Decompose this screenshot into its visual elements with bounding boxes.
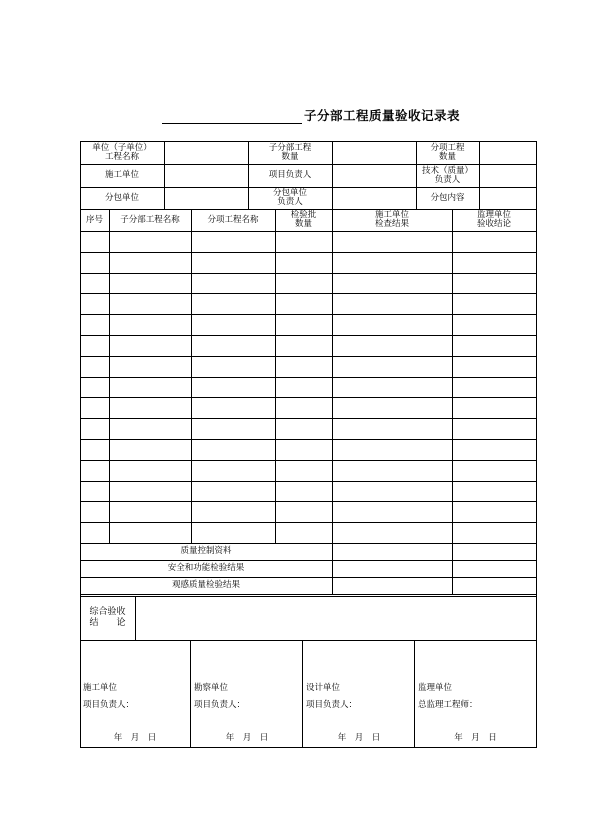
table-cell[interactable] [332,314,452,335]
signature-date: 年 月 日 [454,732,497,743]
table-cell[interactable] [332,439,452,460]
grid-line [332,543,333,595]
signature-unit: 施工单位 [83,682,118,693]
table-cell[interactable] [332,501,452,522]
overall-conclusion-field[interactable] [135,596,536,640]
table-cell[interactable] [275,522,332,543]
signature-date: 年 月 日 [225,732,269,743]
table-cell[interactable] [191,439,275,460]
grid-line [80,377,537,378]
table-cell[interactable] [452,293,536,314]
table-cell[interactable] [275,293,332,314]
table-cell[interactable] [109,439,191,460]
table-cell[interactable] [80,231,109,252]
table-cell[interactable] [452,335,536,356]
table-cell[interactable] [275,501,332,522]
table-cell[interactable] [191,377,275,398]
table-cell[interactable] [275,335,332,356]
table-cell[interactable] [191,231,275,252]
table-cell[interactable] [332,418,452,439]
table-cell[interactable] [109,460,191,481]
table-cell[interactable] [332,252,452,273]
table-cell[interactable] [332,522,452,543]
table-cell[interactable] [109,356,191,377]
grid-line [479,141,480,210]
table-cell[interactable] [275,231,332,252]
item-count-field[interactable] [479,141,536,164]
table-cell[interactable] [452,397,536,418]
table-cell[interactable] [332,293,452,314]
table-cell[interactable] [80,501,109,522]
summary-safety-function-conclusion[interactable] [452,560,536,577]
summary-appearance: 观感质量检验结果 [171,580,240,590]
grid-line [80,747,537,748]
grid-line [80,141,537,142]
grid-line [80,522,537,523]
signature-unit: 设计单位 [306,682,341,693]
table-cell[interactable] [275,356,332,377]
grid-line [164,141,165,210]
signature-unit: 勘察单位 [194,682,229,693]
grid-line [80,577,537,578]
table-cell[interactable] [80,439,109,460]
table-cell[interactable] [109,273,191,294]
table-cell[interactable] [452,377,536,398]
table-cell[interactable] [191,481,275,502]
summary-quality-control-result[interactable] [332,543,452,560]
grid-line [80,439,537,440]
table-cell[interactable] [275,273,332,294]
signature-role: 项目负责人： [83,699,135,710]
col-header-supervision-conclusion: 监理单位 验收结论 [476,210,511,229]
table-cell[interactable] [109,481,191,502]
table-cell[interactable] [191,460,275,481]
table-cell[interactable] [80,418,109,439]
grid-line [80,356,537,357]
grid-line [80,460,537,461]
signature-role: 项目负责人： [194,699,246,710]
project-manager-label: 项目负责人 [268,170,312,180]
signature-date: 年 月 日 [337,732,381,743]
summary-quality-control: 质量控制资料 [180,546,232,556]
grid-line [80,418,537,419]
table-cell[interactable] [275,418,332,439]
grid-line [135,596,136,641]
table-cell[interactable] [275,252,332,273]
signature-date: 年 月 日 [113,732,157,743]
item-count-label: 分项工程 数量 [430,142,465,162]
grid-line [80,231,537,232]
table-cell[interactable] [191,418,275,439]
subcontract-content-field[interactable] [479,187,536,209]
grid-line [536,141,537,748]
table-cell[interactable] [332,273,452,294]
grid-line [80,397,537,398]
table-cell[interactable] [109,377,191,398]
grid-line [80,543,537,544]
summary-appearance-result[interactable] [332,577,452,594]
table-cell[interactable] [275,397,332,418]
title-text: 子分部工程质量验收记录表 [304,108,461,123]
grid-line [190,640,191,748]
summary-safety-function-result[interactable] [332,560,452,577]
table-cell[interactable] [80,377,109,398]
table-cell[interactable] [80,397,109,418]
grid-line [80,187,537,188]
subcontract-manager-label: 分包单位 负责人 [272,188,307,207]
grid-line [80,273,537,274]
construction-unit-label: 施工单位 [104,170,139,180]
signature-unit: 监理单位 [418,682,453,693]
table-cell[interactable] [109,397,191,418]
table-cell[interactable] [80,522,109,543]
col-header-batch-count: 检验批 数量 [290,210,317,229]
summary-quality-control-conclusion[interactable] [452,543,536,560]
table-cell[interactable] [332,377,452,398]
table-cell[interactable] [332,356,452,377]
table-cell[interactable] [332,231,452,252]
table-cell[interactable] [275,481,332,502]
col-header-seq: 序号 [85,214,103,225]
table-cell[interactable] [452,273,536,294]
grid-line [414,640,415,748]
table-cell[interactable] [452,231,536,252]
table-cell[interactable] [191,335,275,356]
summary-appearance-conclusion[interactable] [452,577,536,594]
table-cell[interactable] [191,501,275,522]
table-cell[interactable] [80,252,109,273]
signature-role: 总监理工程师： [418,699,478,710]
table-cell[interactable] [452,481,536,502]
grid-line [80,481,537,482]
table-cell[interactable] [191,356,275,377]
project-manager-field[interactable] [332,164,416,187]
grid-line [80,164,537,165]
inspection-record-table [80,141,536,748]
table-cell[interactable] [275,460,332,481]
table-cell[interactable] [109,335,191,356]
grid-line [80,640,537,641]
table-cell[interactable] [332,397,452,418]
grid-line [302,640,303,748]
grid-line [80,596,537,597]
grid-line [80,141,81,748]
grid-line [80,501,537,502]
grid-line [80,209,537,210]
table-cell[interactable] [80,356,109,377]
title-blank-line[interactable] [162,109,302,124]
table-cell[interactable] [109,231,191,252]
tech-manager-field[interactable] [479,164,536,187]
table-cell[interactable] [275,439,332,460]
grid-line [452,543,453,595]
table-cell[interactable] [109,252,191,273]
unit-name-label: 单位（子单位） 工程名称 [92,142,152,162]
table-cell[interactable] [109,522,191,543]
table-cell[interactable] [452,501,536,522]
table-cell[interactable] [191,314,275,335]
table-cell[interactable] [275,314,332,335]
table-cell[interactable] [452,460,536,481]
grid-line [80,252,537,253]
grid-line [80,335,537,336]
unit-name-field[interactable] [164,141,248,164]
table-cell[interactable] [80,460,109,481]
subsection-count-field[interactable] [332,141,416,164]
table-cell[interactable] [191,252,275,273]
grid-line [80,293,537,294]
table-cell[interactable] [332,335,452,356]
col-header-item-name: 分项工程名称 [207,214,259,225]
grid-line [416,141,417,210]
table-cell[interactable] [452,252,536,273]
table-cell[interactable] [452,418,536,439]
table-cell[interactable] [191,273,275,294]
summary-safety-function: 安全和功能检验结果 [167,563,245,573]
subcontract-manager-field[interactable] [332,187,416,209]
col-header-subsection-name: 子分部工程名称 [120,214,180,225]
form-title [162,106,460,124]
construction-unit-field[interactable] [164,164,248,187]
table-cell[interactable] [109,314,191,335]
table-cell[interactable] [191,293,275,314]
table-cell[interactable] [452,314,536,335]
table-cell[interactable] [452,356,536,377]
table-cell[interactable] [109,293,191,314]
col-header-construction-result: 施工单位 检查结果 [374,210,409,229]
signature-role: 项目负责人： [306,699,358,710]
grid-line [80,594,537,595]
grid-line [332,141,333,210]
grid-line [80,560,537,561]
tech-manager-label: 技术（质量） 负责人 [421,165,473,185]
subcontract-unit-label: 分包单位 [104,192,139,203]
overall-conclusion-label: 综合验收 结 论 [89,607,126,628]
grid-line [248,141,249,210]
subcontract-content-label: 分包内容 [430,192,465,203]
table-cell[interactable] [332,481,452,502]
subsection-count-label: 子分部工程 数量 [268,142,312,162]
table-cell[interactable] [332,460,452,481]
table-cell[interactable] [275,377,332,398]
table-cell[interactable] [191,522,275,543]
table-cell[interactable] [80,481,109,502]
table-cell[interactable] [80,273,109,294]
table-cell[interactable] [191,397,275,418]
table-cell[interactable] [80,293,109,314]
table-cell[interactable] [452,439,536,460]
table-cell[interactable] [80,335,109,356]
table-cell[interactable] [452,522,536,543]
table-cell[interactable] [80,314,109,335]
table-cell[interactable] [109,501,191,522]
subcontract-unit-field[interactable] [164,187,248,209]
table-cell[interactable] [109,418,191,439]
grid-line [80,314,537,315]
